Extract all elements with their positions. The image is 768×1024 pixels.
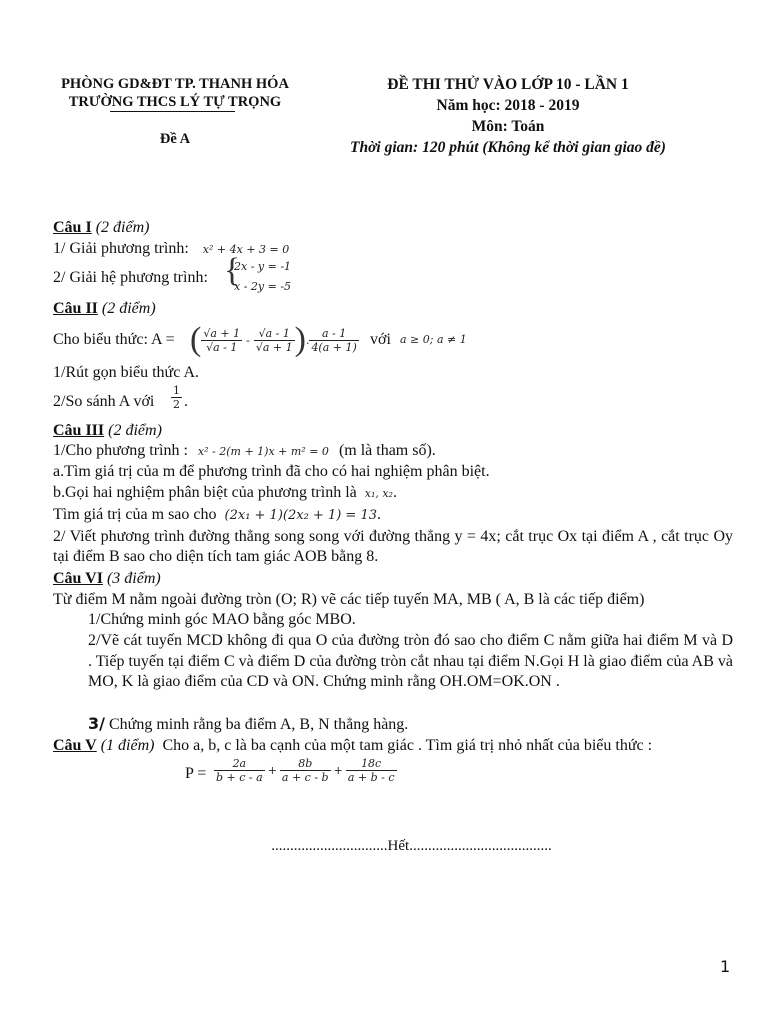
term-3-denominator: a + b - c	[347, 771, 395, 784]
end-marker: ...............................Hết......................................	[271, 838, 552, 854]
term-1-denominator: b + c - a	[216, 771, 263, 784]
period: .	[184, 393, 188, 410]
part-text: Tìm giá trị của m sao cho	[53, 506, 217, 523]
question-3-heading	[53, 421, 162, 441]
term-3-numerator: 18c	[346, 757, 397, 771]
question-4-part-2: 2/Vẽ cát tuyến MCD không đi qua O của đường tròn đó sao cho điểm C nằm giữa hai điểm M và D . Tiếp tuyến tại điểm C và điểm D của đường tròn cắt nhau tại điểm N.Gọi H là giao điểm của AB và MO, K là giao điểm của CD và ON. Chứng minh rằng OH.OM=OK.ON .	[88, 632, 734, 691]
exam-title: ĐỀ THI THỬ VÀO LỚP 10 - LẦN 1	[387, 76, 629, 93]
fraction-3	[309, 327, 358, 354]
fraction-2	[254, 327, 295, 354]
system-equation-1: 2x - y = -1	[234, 260, 292, 273]
expression-prefix: Cho biểu thức: A =	[53, 331, 175, 348]
p-prefix: P =	[185, 765, 207, 782]
question-4-intro: Từ điểm M nằm ngoài đường tròn (O; R) vẽ các tiếp tuyến MA, MB ( A, B là các tiếp điểm)	[53, 591, 645, 608]
question-3-part-1	[53, 441, 436, 462]
brace-symbol: {	[224, 252, 241, 289]
fraction-3-denominator: 4(a + 1)	[311, 340, 357, 354]
expression-a	[190, 318, 359, 362]
question-5-label: Câu V	[53, 737, 97, 754]
fraction-2-denominator: √a + 1	[255, 340, 293, 354]
fraction-3-numerator: a - 1	[309, 327, 358, 341]
term-3	[346, 757, 397, 784]
question-2-label: Câu II	[53, 300, 98, 317]
half-fraction	[171, 384, 182, 411]
school-year: Năm học: 2018 - 2019	[436, 97, 580, 114]
close-paren: )	[294, 321, 306, 358]
question-5-points: (1 điểm)	[100, 737, 155, 754]
question-4-part-1: 1/Chứng minh góc MAO bằng góc MBO.	[88, 611, 356, 628]
question-4-part-3	[88, 714, 408, 735]
fraction-1	[201, 327, 242, 354]
roots: x₁, x₂	[364, 487, 393, 500]
question-3-points: (2 điểm)	[108, 422, 162, 439]
question-4-heading	[53, 569, 161, 589]
question-4-label: Câu VI	[53, 570, 103, 587]
term-2	[280, 757, 331, 784]
half-denominator: 2	[173, 398, 180, 411]
question-1-label: Câu I	[53, 219, 92, 236]
part-text-suffix: (m là tham số).	[338, 442, 436, 459]
condition-with: với	[370, 331, 391, 348]
part-text: Chứng minh rằng ba điểm A, B, N thẳng hàng.	[108, 716, 409, 733]
fraction-2-numerator: √a - 1	[254, 327, 295, 341]
plus-sign: +	[333, 764, 343, 777]
system-equation-2: x - 2y = -5	[234, 280, 292, 293]
part-text: 2/So sánh A với	[53, 393, 155, 410]
open-paren: (	[190, 321, 202, 358]
equation: x² - 2(m + 1)x + m² = 0	[197, 445, 329, 458]
part-number: 3/	[88, 714, 105, 733]
half	[171, 384, 182, 411]
term-1	[214, 757, 265, 784]
part-text: 2/ Giải hệ phương trình:	[53, 269, 208, 286]
question-3-part-2: 2/ Viết phương trình đường thẳng song song với đường thẳng y = 4x; cắt trục Ox tại điểm A , cắt trục Oy tại điểm B sao cho diện tích tam giác AOB bằng 8.	[53, 528, 733, 565]
question-4-points: (3 điểm)	[106, 570, 161, 587]
question-1-points: (2 điểm)	[95, 219, 150, 236]
page-number: 1	[720, 957, 731, 976]
plus-sign: +	[267, 764, 277, 777]
question-5-heading	[53, 736, 652, 756]
dot-operator: .	[305, 333, 310, 347]
exam-variant: Đề A	[159, 131, 191, 147]
fraction-1-numerator: √a + 1	[203, 326, 241, 340]
half-numerator: 1	[173, 384, 180, 397]
term-1-numerator: 2a	[214, 757, 265, 771]
question-2-points: (2 điểm)	[101, 300, 156, 317]
subject: Môn: Toán	[471, 118, 545, 135]
term-2-denominator: a + c - b	[281, 771, 329, 784]
part-text: 1/Cho phương trình :	[53, 442, 188, 459]
exam-duration: Thời gian: 120 phút (Không kể thời gian giao đề)	[350, 139, 666, 156]
question-3-part-b	[53, 483, 397, 504]
question-3-part-a: a.Tìm giá trị của m để phương trình đã cho có hai nghiệm phân biệt.	[53, 463, 490, 480]
period: .	[392, 484, 397, 501]
fraction-1-denominator: √a - 1	[206, 340, 238, 354]
condition-equation: (2x₁ + 1)(2x₂ + 1) = 13	[224, 508, 377, 523]
period: .	[377, 506, 381, 523]
question-1-heading	[53, 218, 149, 238]
part-text: b.Gọi hai nghiệm phân biệt của phương trình là	[53, 484, 357, 501]
question-3-part-c	[53, 505, 381, 526]
question-1-part-2	[53, 268, 208, 288]
question-2-heading	[53, 299, 156, 319]
department-name: PHÒNG GD&ĐT TP. THANH HÓA	[61, 76, 289, 92]
term-2-numerator: 8b	[280, 757, 331, 771]
expression-p	[214, 757, 397, 784]
minus-sign: -	[246, 333, 250, 347]
part-text: 1/ Giải phương trình:	[53, 240, 189, 257]
question-1-part-1	[53, 239, 289, 260]
school-underline	[110, 111, 235, 112]
question-2-part-1: 1/Rút gọn biểu thức A.	[53, 364, 199, 381]
question-2-part-2	[53, 392, 154, 412]
school-name: TRƯỜNG THCS LÝ TỰ TRỌNG	[68, 94, 282, 110]
question-3-label: Câu III	[53, 422, 105, 439]
question-5-text: Cho a, b, c là ba cạnh của một tam giác . Tìm giá trị nhỏ nhất của biểu thức :	[162, 737, 653, 754]
equation: x² + 4x + 3 = 0	[202, 243, 290, 256]
condition: a ≥ 0; a ≠ 1	[400, 333, 467, 346]
